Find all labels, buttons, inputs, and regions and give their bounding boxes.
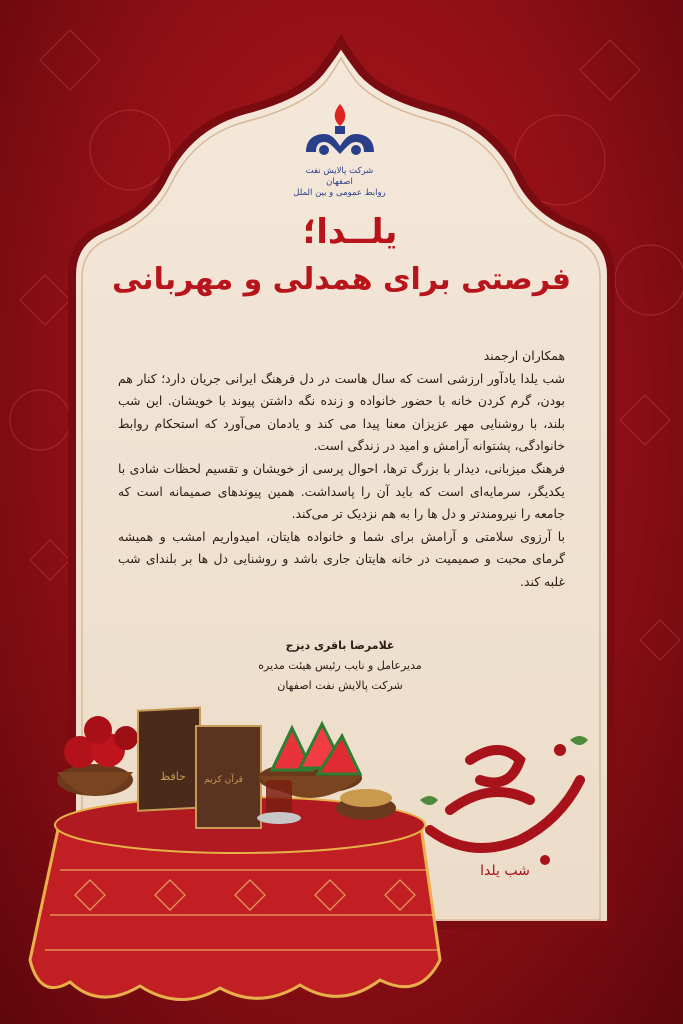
- signature-block: [240, 636, 440, 696]
- letter-body: [118, 345, 565, 594]
- signature-company: شرکت پالایش نفت اصفهان: [277, 679, 403, 692]
- book-icon: [138, 708, 200, 811]
- company-logo: [292, 100, 387, 199]
- logo-company-name: شرکت پالایش نفت اصفهان: [305, 166, 374, 187]
- page-title: یلــدا؛: [302, 212, 398, 252]
- yalda-table-illustration: [0, 700, 450, 1024]
- book-icon: [196, 726, 261, 828]
- tea-glass-icon: [266, 780, 292, 814]
- letter-paragraph: فرهنگ میزبانی، دیدار با بزرگ ترها، احوال پرسی از خویشان و تقسیم لحظات شادی با یکدیگر، سرمایه‌ای است که باید آن را پاسداشت. همین پیوندهای صمیمانه است که جامعه را نیرومندتر و دل ها را به هم نزدیک تر می‌کند.: [118, 460, 565, 522]
- letter-greeting: همکاران ارجمند: [483, 348, 565, 363]
- letter-paragraph: با آرزوی سلامتی و آرامش برای شما و خانواده هایتان، امیدواریم امشب و همیشه گرمای محبت و صمیمیت در خانه هایتان جاری باشد و روشنایی دل ها بر بلندای شب غلبه کند.: [118, 528, 565, 589]
- refinery-flame-icon: [300, 100, 380, 162]
- shab-yalda-calligraphy: [410, 720, 600, 880]
- page-subtitle: فرصتی برای همدلی و مهربانی: [111, 262, 572, 297]
- signature-title: مدیرعامل و نایب رئیس هیئت مدیره: [258, 659, 422, 672]
- letter-paragraph: شب یلدا یادآور ارزشی است که سال هاست در دل فرهنگ ایرانی جریان دارد؛ کنار هم بودن، گرم کردن خانه با حضور خانواده و زنده نگه داشتن پیوند با خویشان. این شب بلند، با روشنایی مهر عزیزان معنا پیدا می کند و یادمان می‌آورد که استحکام روابط خانوادگی، پشتوانه آرامش و امید در زندگی است.: [118, 370, 565, 454]
- book-title-left: حافظ: [160, 770, 186, 783]
- calligraphy-text: شب یلدا: [480, 863, 530, 879]
- logo-department: روابط عمومی و بین الملل: [293, 188, 386, 198]
- signature-name: غلامرضا باقری دیزج: [285, 639, 395, 652]
- book-title-right: قرآن کریم: [204, 775, 243, 785]
